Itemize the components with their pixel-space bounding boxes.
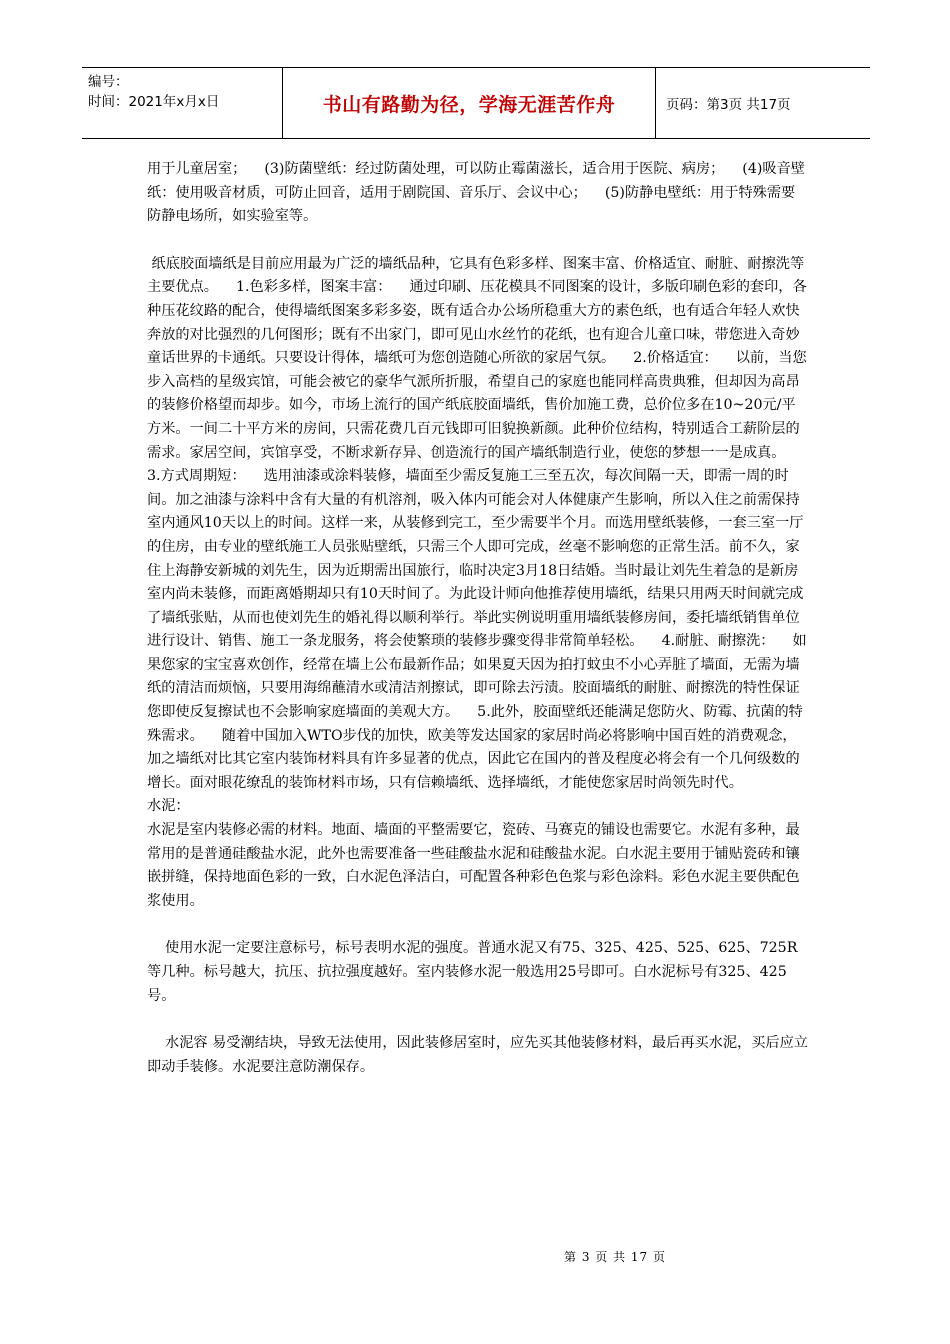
paragraph-cement-grade: 使用水泥一定要注意标号，标号表明水泥的强度。普通水泥又有75、325、425、525、625、725R等几种。标号越大，抗压、抗拉强度越好。室内装修水泥一般选用25号即可。白水泥标号有325、425号。 (147, 940, 798, 1004)
paragraph-paper-backed-vinyl: 纸底胶面墙纸是目前应用最为广泛的墙纸品种，它具有色彩多样、图案丰富、价格适宜、耐脏、耐擦洗等主要优点。 1.色彩多样，图案丰富： 通过印刷、压花模具不同图案的设计，多版印刷色彩的套印，各种压花纹路的配合，使得墙纸图案多彩多姿，既有适合办公场所稳重大方的素色纸，也有适合年轻人欢快奔放的对比强烈的几何图形；既有不出家门，即可见山水丝竹的花纸，也有迎合儿童口味，带您进入奇妙童话世界的卡通纸。只要设计得体，墙纸可为您创造随心所欲的家居气氛。 2.价格适宜： 以前，当您步入高档的星级宾馆，可能会被它的豪华气派所折服，希望自己的家庭也能同样高贵典雅，但却因为高昂的装修价格望而却步。如今，市场上流行的国产纸底胶面墙纸，售价加施工费，总价位多在10~20元/平方米。一间二十平方米的房间，只需花费几百元钱即可旧貌换新颜。此种价位结构，特别适合工薪阶层的需求。家居空间，宾馆享受，不断求新存异、创造流行的国产墙纸制造行业，使您的梦想一一是成真。 3.方式周期短： 选用油漆或涂料装修，墙面至少需反复施工三至五次，每次间隔一天，即需一周的时间。加之油漆与涂料中含有大量的有机溶剂，吸入体内可能会对人体健康产生影响，所以入住之前需保持室内通风10天以上的时间。这样一来，从装修到完工，至少需要半个月。而选用壁纸装修，一套三室一厅的住房，由专业的壁纸施工人员张贴壁纸，只需三个人即可完成，丝毫不影响您的正常生活。前不久，家住上海静安新城的刘先生，因为近期需出国旅行，临时决定3月18日结婚。当时最让刘先生着急的是新房室内尚未装修，而距离婚期却只有10天时间了。为此设计师向他推荐使用墙纸，结果只用两天时间就完成了墙纸张贴，从而也使刘先生的婚礼得以顺利举行。举此实例说明重用墙纸装修房间，委托墙纸销售单位进行设计、销售、施工一条龙服务，将会使繁琐的装修步骤变得非常简单轻松。 4.耐脏、耐擦洗： 如果您家的宝宝喜欢创作，经常在墙上公布最新作品；如果夏天因为拍打蚊虫不小心弄脏了墙面，无需为墙纸的清洁而烦恼，只要用海绵蘸清水或清洁剂擦试，即可除去污渍。胶面墙纸的耐脏、耐擦洗的特性保证您即使反复擦试也不会影响家庭墙面的美观大方。 5.此外，胶面壁纸还能满足您防火、防霉、抗菌的特殊需求。 随着中国加入WTO步伐的加快，欧美等发达国家的家居时尚必将影响中国百姓的消费观念，加之墙纸对比其它室内装饰材料具有许多显著的优点，因此它在国内的普及程度必将会有一个几何级数的增长。面对眼花缭乱的装饰材料市场，只有信赖墙纸、选择墙纸，才能使您家居时尚领先时代。 (147, 255, 807, 791)
section-heading-cement: 水泥： (147, 798, 190, 815)
paragraph-cement-intro: 水泥是室内装修必需的材料。地面、墙面的平整需要它，瓷砖、马赛克的铺设也需要它。水泥有多种，最常用的是普通硅酸盐水泥，此外也需要准备一些硅酸盐水泥和硅酸盐水泥。白水泥主要用于铺贴瓷砖和镶嵌拼缝，保持地面色彩的一致，白水泥色泽洁白，可配置各种彩色色浆与彩色涂料。彩色水泥主要供配色浆使用。 (147, 822, 800, 909)
header-page-info: 页码：第3页 共17页 (666, 97, 791, 113)
header-meta (82, 68, 282, 138)
document-code-label: 编号： (88, 74, 129, 90)
document-date-label: 时间：2021年x月x日 (88, 94, 220, 110)
document-body (147, 158, 809, 1079)
paragraph-wallpaper-types: 用于儿童居室； (3)防菌壁纸：经过防菌处理，可以防止霉菌滋长，适合用于医院、病房； (4)吸音壁纸：使用吸音材质，可防止回音，适用于剧院国、音乐厅、会议中心； (5)防静电壁纸：用于特殊需要防静电场所，如实验室等。 (147, 161, 805, 225)
paragraph-cement-storage: 水泥容 易受潮结块，导致无法使用，因此装修居室时，应先买其他装修材料，最后再买水泥，买后应立即动手装修。水泥要注意防潮保存。 (147, 1035, 808, 1075)
page-header (82, 67, 870, 139)
page-footer: 第 3 页 共 17 页 (564, 1250, 666, 1264)
header-motto: 书山有路勤为径，学海无涯苦作舟 (282, 68, 656, 138)
